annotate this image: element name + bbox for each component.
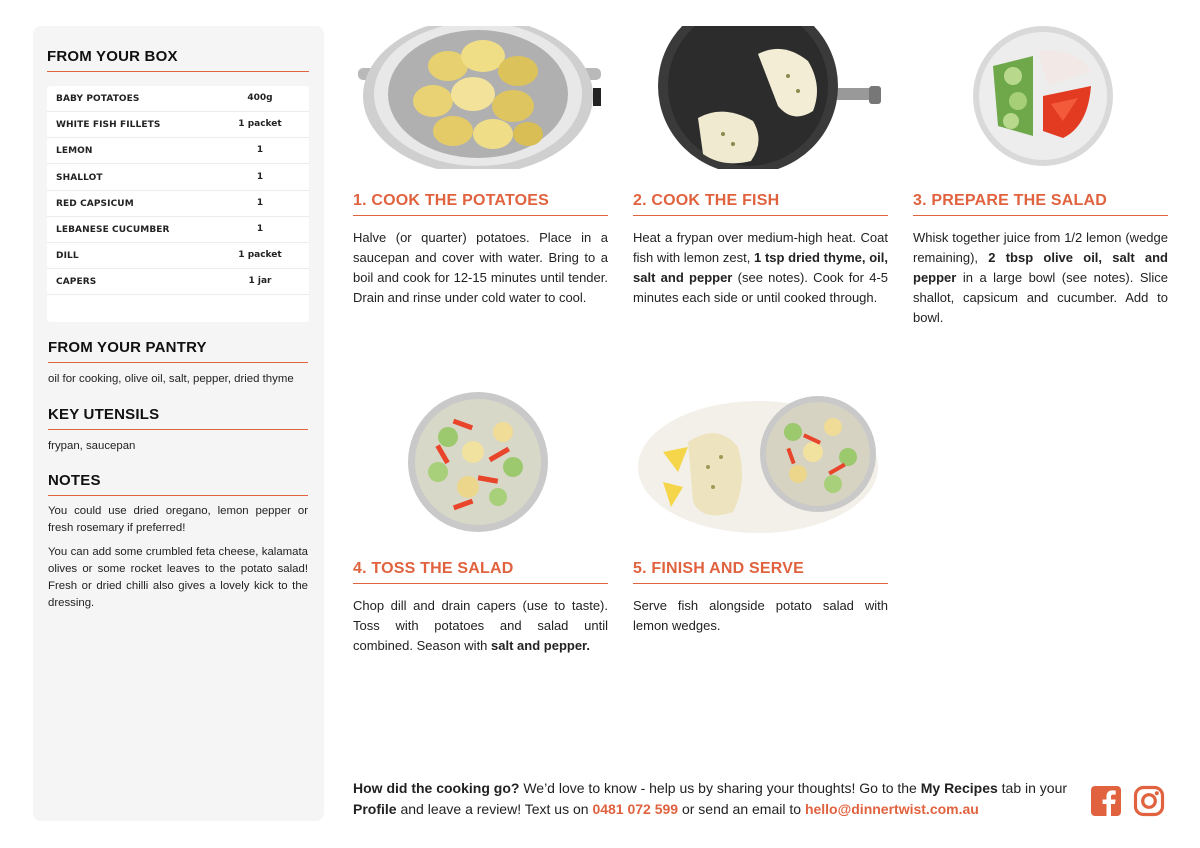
notes-title: NOTES (48, 472, 308, 496)
fish-plate-with-salad-image (633, 392, 888, 535)
footer-text: tab in your (997, 780, 1068, 796)
step-body (353, 596, 608, 656)
step-title: 1. COOK THE POTATOES (353, 192, 608, 216)
ingredient-name: BABY POTATOES (56, 94, 140, 104)
step-title: 4. TOSS THE SALAD (353, 560, 608, 584)
step-text-bold: 2 tbsp olive oil, salt and pepper (913, 250, 1168, 285)
from-your-box-title: FROM YOUR BOX (47, 48, 309, 72)
step-text-bold: 1 tsp dried thyme, oil, salt and pepper (633, 250, 889, 285)
note-item: You could use dried oregano, lemon pepper or fresh rosemary if preferred! (48, 505, 308, 534)
step-text-bold: salt and pepper. (491, 638, 591, 653)
instagram-icon[interactable] (1133, 785, 1165, 817)
step-title: 2. COOK THE FISH (633, 192, 888, 216)
step-text: (see notes). Cook for 4-5 minutes each side or until cooked through. (633, 270, 888, 305)
step-text: Whisk together juice from 1/2 lemon (wedge remaining), (913, 230, 1168, 265)
step-body (633, 228, 888, 308)
ingredient-row (47, 191, 309, 217)
salad-bowl-prep-image (913, 26, 1168, 169)
ingredient-qty: 1 packet (238, 250, 282, 261)
ingredient-qty: 1 (256, 197, 264, 208)
step-body (633, 596, 888, 636)
ingredient-row (47, 269, 309, 295)
step-title: 5. FINISH AND SERVE (633, 560, 888, 584)
facebook-icon[interactable] (1090, 785, 1122, 817)
utensils-text: frypan, saucepan (48, 440, 136, 452)
sidebar (33, 26, 324, 821)
ingredient-row (47, 112, 309, 138)
ingredient-qty: 1 (256, 171, 264, 182)
ingredient-row (47, 217, 309, 243)
footer-text: or send an email to (678, 801, 805, 817)
step-text: Halve (or quarter) potatoes. Place in a saucepan and cover with water. Bring to a boil and cook for 12-15 minutes until tender. Drain and rinse under cold water to cool. (353, 230, 608, 305)
footer-text-bold: How did the cooking go? (353, 780, 520, 796)
step-body (913, 228, 1168, 328)
note-item: You can add some crumbled feta cheese, kalamata olives or some rocket leaves to the potato salad! Fresh or dried chilli also gives a lovely kick to the dressing. (48, 546, 308, 609)
ingredient-row (47, 243, 309, 269)
ingredient-qty: 1 (256, 145, 264, 156)
feedback-footer (353, 778, 1073, 820)
footer-text-bold: Profile (353, 801, 397, 817)
ingredient-qty: 1 (256, 224, 264, 234)
ingredient-name: WHITE FISH FILLETS (56, 120, 161, 131)
ingredient-name: RED CAPSICUM (56, 198, 134, 209)
potatoes-in-saucepan-image (353, 26, 608, 169)
step-text: Serve fish alongside potato salad with lemon wedges. (633, 598, 888, 633)
key-utensils-title: KEY UTENSILS (48, 406, 308, 430)
ingredient-table (47, 86, 309, 322)
fish-in-frypan-image (633, 26, 888, 169)
step-title: 3. PREPARE THE SALAD (913, 192, 1168, 216)
ingredient-name: DILL (56, 251, 79, 262)
ingredient-qty: 1 jar (248, 276, 272, 287)
ingredient-row (47, 165, 309, 191)
contact-link[interactable]: hello@dinnertwist.com.au (804, 801, 979, 817)
notes-section (48, 472, 308, 619)
footer-text-bold: My Recipes (920, 780, 998, 796)
step-text: in a large bowl (see notes). Slice shallot, capsicum and cucumber. Add to bowl. (913, 270, 1168, 325)
ingredient-qty: 1 packet (238, 119, 282, 130)
ingredient-name: LEMON (56, 146, 93, 157)
pantry-text: oil for cooking, olive oil, salt, pepper, dried thyme (48, 373, 294, 385)
step-text: Chop dill and drain capers (use to taste). Toss with potatoes and salad until combined. Season with (353, 598, 608, 653)
step-text: Heat a frypan over medium-high heat. Coat fish with lemon zest, (633, 230, 888, 265)
from-your-pantry-title: FROM YOUR PANTRY (48, 339, 308, 363)
ingredient-name: SHALLOT (56, 172, 103, 183)
footer-text: and leave a review! Text us on (396, 801, 593, 817)
tossed-salad-bowl-image (353, 392, 608, 535)
pantry-section (48, 339, 308, 388)
contact-link[interactable]: 0481 072 599 (592, 801, 679, 817)
ingredient-row (47, 138, 309, 164)
ingredient-name: LEBANESE CUCUMBER (56, 225, 170, 235)
ingredient-row (47, 86, 309, 112)
ingredient-name: CAPERS (56, 277, 97, 288)
step-body (353, 228, 608, 308)
footer-text: We’d love to know - help us by sharing your thoughts! Go to the (519, 780, 921, 796)
ingredient-qty: 400g (247, 93, 273, 103)
utensils-section (48, 406, 308, 455)
